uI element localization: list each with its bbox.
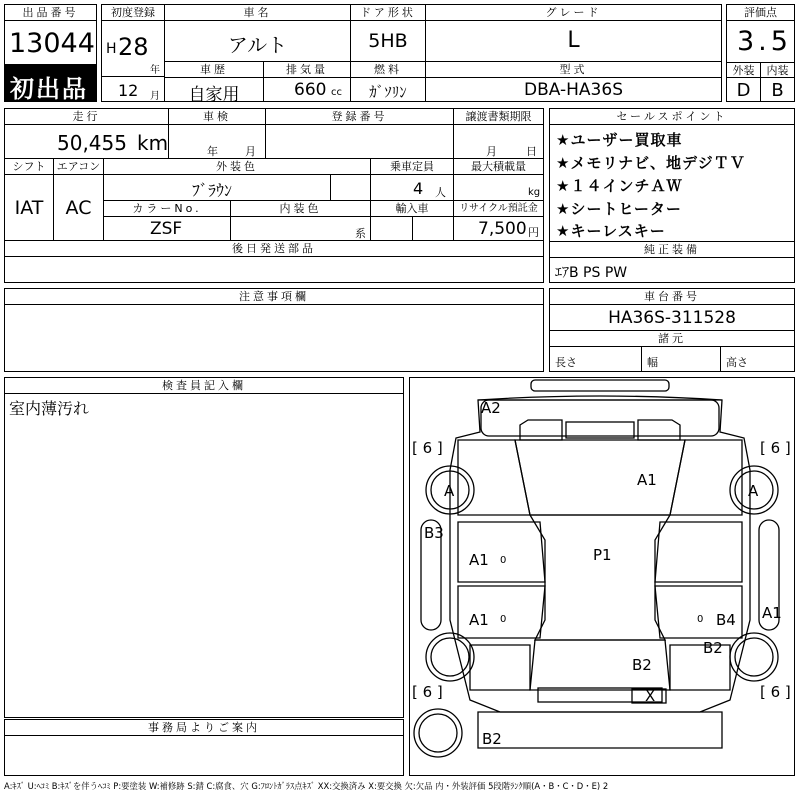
first-listing-badge-text: 初出品 <box>10 75 88 103</box>
front-grille-left <box>520 420 562 440</box>
reg-no-header: 登録番号 <box>265 108 454 125</box>
reg-no-cell <box>265 124 454 159</box>
fuel-cell <box>350 77 426 102</box>
label-a1-left-front: A1 <box>469 551 489 569</box>
model-cell <box>425 77 722 102</box>
chassis-header: 車台番号 <box>549 288 795 305</box>
exterior-color-value: ﾌﾞﾗｳﾝ <box>192 181 233 200</box>
right-front-door <box>655 522 742 582</box>
label-x: X <box>645 687 656 705</box>
door-type: 5HB <box>368 30 408 52</box>
dimensions-width: 幅 <box>647 356 658 369</box>
inspector-header: 検査員記入欄 <box>4 377 404 394</box>
rating-cell <box>726 20 795 63</box>
grade-header: グレード <box>425 4 722 21</box>
label-b2-right: B2 <box>703 639 723 657</box>
first-reg-month-unit: 月 <box>150 91 160 102</box>
fuel-value: ｶﾞｿﾘﾝ <box>369 83 407 101</box>
ext-rating-header: 外装 <box>726 62 761 78</box>
door-header: ドア形状 <box>350 4 426 21</box>
recycle-value: 7,500 <box>478 219 527 239</box>
dimensions-header: 諸元 <box>549 330 795 347</box>
sales-point-4: ★シートヒーター <box>556 200 682 218</box>
transfer-month-unit: 月 <box>486 145 497 158</box>
capacity-value: 4 <box>413 179 424 198</box>
dimensions-length: 長さ <box>555 356 577 369</box>
aircon-header: エアコン <box>53 158 104 175</box>
sales-points-header: セールスポイント <box>549 108 795 125</box>
grade-cell <box>425 20 722 62</box>
int-rating-header: 内装 <box>760 62 795 78</box>
max-load-unit: kg <box>528 187 541 198</box>
label-a2: A2 <box>481 399 501 417</box>
interior-color-unit: 系 <box>355 227 366 240</box>
dimensions-width-cell <box>641 346 721 372</box>
recycle-header: リサイクル預託金 <box>453 200 544 217</box>
displacement-unit: cc <box>331 87 342 98</box>
office-cell <box>4 735 404 776</box>
car-name-cell <box>164 20 351 62</box>
label-a1-left-rear: A1 <box>469 611 489 629</box>
bonnet-shape <box>515 440 685 515</box>
transfer-day-unit: 日 <box>526 145 537 158</box>
car-name-header: 車名 <box>164 4 351 21</box>
shift-cell <box>4 174 54 241</box>
front-grille-right <box>638 420 680 440</box>
car-diagram <box>409 377 795 776</box>
door-cell <box>350 20 426 62</box>
shift-value: IAT <box>14 197 44 219</box>
spare-wheel-outer <box>414 709 462 757</box>
label-zero-1: 0 <box>500 555 507 566</box>
wheel-left-rear-inner <box>431 638 469 676</box>
car-name: アルト <box>227 33 288 57</box>
inspector-comment: 室内薄汚れ <box>9 399 90 418</box>
sales-point-1: ★ユーザー買取車 <box>556 131 683 149</box>
sales-point-3: ★１４インチＡＷ <box>556 177 683 195</box>
dimensions-length-cell <box>549 346 642 372</box>
wheel-right-rear-outer <box>730 633 778 681</box>
capacity-header: 乗車定員 <box>370 158 454 175</box>
later-parts-cell <box>4 256 544 283</box>
label-zero-2: 0 <box>500 614 507 625</box>
max-load-header: 最大積載量 <box>453 158 544 175</box>
sales-points-cell <box>549 124 795 242</box>
capacity-cell <box>370 174 454 201</box>
inspection-header: 車検 <box>168 108 266 125</box>
mileage-value: 50,455 <box>57 131 127 155</box>
notes-header: 注意事項欄 <box>4 288 544 305</box>
later-parts-header: 後日発送部品 <box>4 240 544 257</box>
capacity-unit: 人 <box>435 186 446 199</box>
history-value: 自家用 <box>188 85 240 105</box>
lot-number-header: 出品番号 <box>4 4 97 21</box>
first-reg-month: 12 <box>118 81 139 100</box>
color-no-value: ZSF <box>150 219 183 239</box>
first-listing-badge <box>4 64 97 102</box>
import-header: 輸入車 <box>370 200 454 217</box>
bonnet-front-shape <box>481 400 719 436</box>
front-bumper-top-shape <box>531 380 669 391</box>
dimensions-height: 高さ <box>726 356 748 369</box>
displacement-cell <box>263 77 351 102</box>
shift-header: シフト <box>4 158 54 175</box>
first-reg-era: H <box>106 41 117 57</box>
color-no-cell <box>103 216 231 241</box>
first-reg-month-cell <box>101 76 165 102</box>
interior-color-header: 内装色 <box>230 200 371 217</box>
max-load-cell <box>453 174 544 201</box>
ext-rating-cell <box>726 77 761 102</box>
label-b4: B4 <box>716 611 736 629</box>
model-header: 型式 <box>425 61 722 78</box>
label-b3: B3 <box>424 524 444 542</box>
label-tire-rr: [ 6 ] <box>760 683 791 701</box>
history-cell <box>164 77 264 105</box>
color-no-header: カラーNo. <box>103 200 231 217</box>
transfer-header: 譲渡書類期限 <box>453 108 544 125</box>
label-b2-mid: B2 <box>632 656 652 674</box>
history-header: 車歴 <box>164 61 264 78</box>
label-tire-lr: [ 6 ] <box>412 683 443 701</box>
int-rating: B <box>771 80 784 101</box>
office-header: 事務局よりご案内 <box>4 719 404 736</box>
label-tire-rf: [ 6 ] <box>760 439 791 457</box>
lot-number-cell <box>4 20 97 65</box>
rating-header: 評価点 <box>726 4 795 21</box>
int-rating-cell <box>760 77 795 102</box>
recycle-cell <box>453 216 544 241</box>
first-reg-year-unit: 年 <box>150 65 160 76</box>
aircon-cell <box>53 174 104 241</box>
label-a1-top: A1 <box>637 471 657 489</box>
mileage-header: 走行 <box>4 108 169 125</box>
equipment-value: ｴｱB PS PW <box>555 265 628 281</box>
ext-rating: D <box>736 80 751 101</box>
label-tire-lf: [ 6 ] <box>412 439 443 457</box>
sales-point-5: ★キーレスキー <box>556 222 666 240</box>
label-a1-right: A1 <box>762 604 782 622</box>
legend: A:ｷｽﾞ U:ﾍｺﾐ B:ｷｽﾞを伴うﾍｺﾐ P:要塗装 W:補修跡 S:錆 C:腐食、穴 G:ﾌﾛﾝﾄｶﾞﾗｽ点ｷｽﾞ XX:交換済み X:要交換 欠:欠品 内・外装評価 5段階ﾗﾝｸ順(A・B・C・D・E) 2 <box>4 781 609 791</box>
displacement-header: 排気量 <box>263 61 351 78</box>
inspector-cell <box>4 393 404 718</box>
lot-number: 13044 <box>9 28 95 59</box>
wheel-left-rear-outer <box>426 633 474 681</box>
equipment-cell <box>549 257 795 283</box>
first-reg-header: 初度登録 <box>101 4 165 21</box>
label-wheel-rf: A <box>748 482 759 500</box>
inspection-month-unit: 月 <box>245 145 256 158</box>
label-zero-3: 0 <box>697 614 704 625</box>
chassis-value: HA36S-311528 <box>608 308 736 328</box>
sales-point-2: ★メモリナビ、地デジＴＶ <box>556 154 746 172</box>
right-front-fender <box>670 440 742 515</box>
notes-cell <box>4 304 544 372</box>
label-b2-bottom: B2 <box>482 730 502 748</box>
label-p1: P1 <box>593 546 612 564</box>
dimensions-height-cell <box>720 346 795 372</box>
left-rear-quarter <box>470 645 530 690</box>
inspection-year-unit: 年 <box>207 145 218 158</box>
mileage-cell <box>4 124 169 159</box>
interior-color-cell <box>230 216 371 241</box>
aircon-value: AC <box>65 197 92 219</box>
model-value: DBA-HA36S <box>524 80 623 100</box>
mileage-unit: km <box>137 131 169 155</box>
left-front-fender <box>458 440 530 515</box>
first-reg-year-cell <box>101 20 165 77</box>
exterior-color-cell <box>103 174 371 201</box>
chassis-cell <box>549 304 795 331</box>
rating-score: 3.5 <box>737 26 792 57</box>
exterior-color-divider <box>330 175 331 200</box>
grade: L <box>567 28 580 53</box>
recycle-unit: 円 <box>528 226 539 239</box>
rear-bumper-shape <box>478 712 722 748</box>
label-wheel-lf: A <box>444 482 455 500</box>
transfer-cell <box>453 124 544 159</box>
car-diagram-svg <box>410 378 794 775</box>
import-divider <box>412 217 413 240</box>
first-reg-year: 28 <box>118 33 149 61</box>
fuel-header: 燃料 <box>350 61 426 78</box>
roof-shape <box>530 515 670 640</box>
inspection-cell <box>168 124 266 159</box>
exterior-color-header: 外装色 <box>103 158 371 175</box>
equipment-header: 純正装備 <box>549 241 795 258</box>
import-cell <box>370 216 454 241</box>
displacement-value: 660 <box>294 80 327 100</box>
spare-wheel-inner <box>419 714 457 752</box>
